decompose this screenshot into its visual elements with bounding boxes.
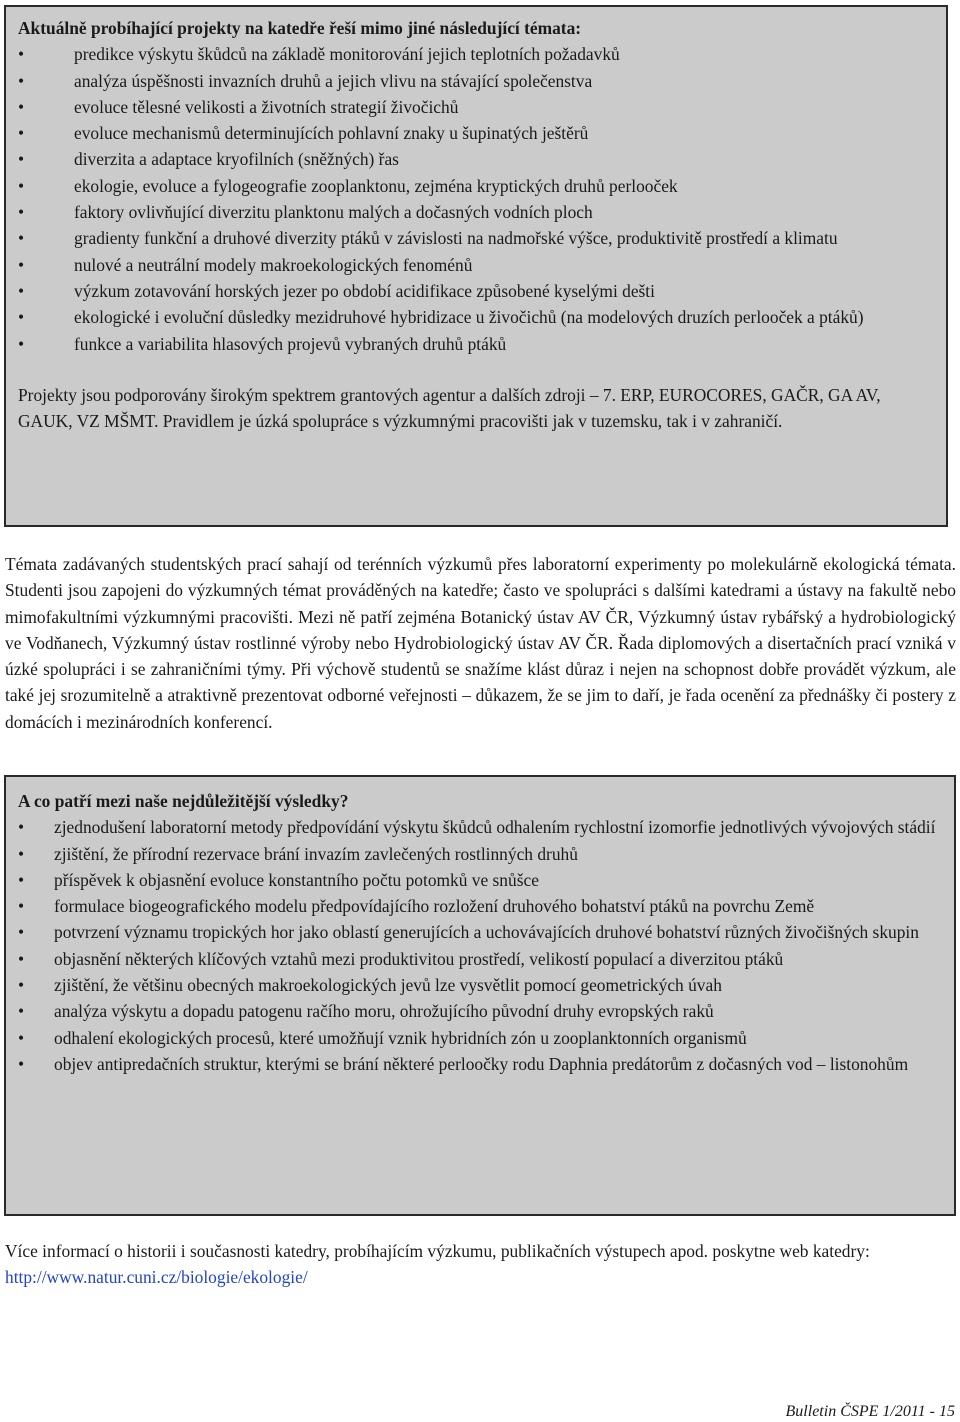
- bullet-icon: •: [18, 70, 25, 91]
- list-item: • gradienty funkční a druhové diverzity ptáků v závislosti na nadmořské výšce, produktivitě prostředí a klimatu: [18, 225, 938, 251]
- projects-list: [18, 41, 938, 357]
- bullet-icon: •: [18, 1027, 25, 1048]
- list-item: • evoluce mechanismů determinujících pohlavní znaky u šupinatých ještěrů: [18, 120, 938, 146]
- list-item: • formulace biogeografického modelu předpovídajícího rozložení druhového bohatství ptáků na povrchu Země: [18, 893, 946, 919]
- bullet-icon: •: [18, 948, 25, 969]
- bullet-icon: •: [18, 975, 25, 996]
- list-item: • analýza úspěšnosti invazních druhů a jejich vlivu na stávající společenstva: [18, 68, 938, 94]
- bullet-icon: •: [18, 843, 25, 864]
- list-item: • objasnění některých klíčových vztahů mezi produktivitou prostředí, velikostí populací a diverzitou ptáků: [18, 946, 946, 972]
- bullet-icon: •: [18, 254, 25, 275]
- list-item: • nulové a neutrální modely makroekologických fenoménů: [18, 252, 938, 278]
- list-item: • faktory ovlivňující diverzitu planktonu malých a dočasných vodních ploch: [18, 199, 938, 225]
- more-info-text: Více informací o historii i současnosti katedry, probíhajícím výzkumu, publikačních výstupech apod. poskytne web katedry:: [5, 1241, 870, 1261]
- results-box: [4, 775, 956, 1216]
- bullet-icon: •: [18, 333, 25, 354]
- bullet-icon: •: [18, 228, 25, 249]
- bullet-icon: •: [18, 922, 25, 943]
- list-item: • funkce a variabilita hlasových projevů vybraných druhů ptáků: [18, 331, 938, 357]
- more-info-paragraph: [5, 1238, 935, 1291]
- bullet-icon: •: [18, 1053, 25, 1074]
- bullet-icon: •: [18, 149, 25, 170]
- list-item: • zjednodušení laboratorní metody předpovídání výskytu škůdců odhalením rychlostní izomorfie jednotlivých vývojových stádií: [18, 814, 946, 840]
- department-web-link[interactable]: http://www.natur.cuni.cz/biologie/ekologie/: [5, 1267, 308, 1288]
- projects-heading: Aktuálně probíhající projekty na katedře řeší mimo jiné následující témata:: [18, 18, 582, 38]
- bullet-icon: •: [18, 44, 25, 65]
- bullet-icon: •: [18, 1001, 25, 1022]
- list-item: • diverzita a adaptace kryofilních (sněžných) řas: [18, 146, 938, 172]
- bullet-icon: •: [18, 869, 25, 890]
- list-item: • zjištění, že přírodní rezervace brání invazím zavlečených rostlinných druhů: [18, 841, 946, 867]
- body-paragraph: Témata zadávaných studentských prací sahají od terénních výzkumů přes laboratorní experimenty po molekulárně ekologická témata. Studenti jsou zapojeni do výzkumných témat prováděných na katedře; často ve spolupráci s dalšími katedrami a ústavy na fakultě nebo mimofakultními výzkumnými pracovišti. Mezi ně patří zejména Botanický ústav AV ČR, Výzkumný ústav rybářský a hydrobiologický ve Vodňanech, Výzkumný ústav rostlinné výroby nebo Hydrobiologický ústav AV ČR. Řada diplomových a disertačních prací vzniká v úzké spolupráci i se zahraničními týmy. Při výchově studentů se snažíme klást důraz i nejen na schopnost dobře provádět výzkum, ale také jej srozumitelně a atraktivně prezentovat odborné veřejnosti – důkazem, že se jim to daří, je řada ocenění za přednášky či postery z domácích i mezinárodních konferencí.: [5, 554, 956, 732]
- list-item: • analýza výskytu a dopadu patogenu račího moru, ohrožujícího původní druhy evropských raků: [18, 998, 946, 1024]
- bullet-icon: •: [18, 896, 25, 917]
- bullet-icon: •: [18, 307, 25, 328]
- bullet-icon: •: [18, 175, 25, 196]
- list-item: • zjištění, že většinu obecných makroekologických jevů lze vysvětlit pomocí geometrických úvah: [18, 972, 946, 998]
- list-item: • ekologie, evoluce a fylogeografie zooplanktonu, zejména kryptických druhů perlooček: [18, 173, 938, 199]
- page-footer: Bulletin ČSPE 1/2011 - 15: [785, 1403, 955, 1420]
- list-item: • ekologické i evoluční důsledky mezidruhové hybridizace u živočichů (na modelových druzích perlooček a ptáků): [18, 304, 938, 330]
- bullet-icon: •: [18, 123, 25, 144]
- bullet-icon: •: [18, 817, 25, 838]
- list-item: • výzkum zotavování horských jezer po období acidifikace způsobené kyselými dešti: [18, 278, 938, 304]
- bullet-icon: •: [18, 280, 25, 301]
- bullet-icon: •: [18, 202, 25, 223]
- list-item: • příspěvek k objasnění evoluce konstantního počtu potomků ve snůšce: [18, 867, 946, 893]
- list-item: • odhalení ekologických procesů, které umožňují vznik hybridních zón u zooplanktonních organismů: [18, 1025, 946, 1051]
- list-item: • evoluce tělesné velikosti a životních strategií živočichů: [18, 94, 938, 120]
- list-item: • predikce výskytu škůdců na základě monitorování jejich teplotních požadavků: [18, 41, 938, 67]
- bullet-icon: •: [18, 96, 25, 117]
- funding-note: Projekty jsou podporovány širokým spektrem grantových agentur a dalších zdroji – 7. ERP, EUROCORES, GAČR, GA AV, GAUK, VZ MŠMT. Pravidlem je úzká spolupráce s výzkumnými pracovišti jak v tuzemsku, tak i v zahraničí.: [18, 384, 881, 432]
- results-heading: A co patří mezi naše nejdůležitější výsledky?: [18, 791, 349, 811]
- list-item: • potvrzení významu tropických hor jako oblastí generujících a uchovávajících druhové bohatství různých živočišných skupin: [18, 919, 946, 945]
- results-list: [18, 814, 946, 1077]
- list-item: • objev antipredačních struktur, kterými se brání některé perloočky rodu Daphnia predátorům z dočasných vod – listonohům: [18, 1051, 946, 1077]
- projects-box: [4, 5, 948, 527]
